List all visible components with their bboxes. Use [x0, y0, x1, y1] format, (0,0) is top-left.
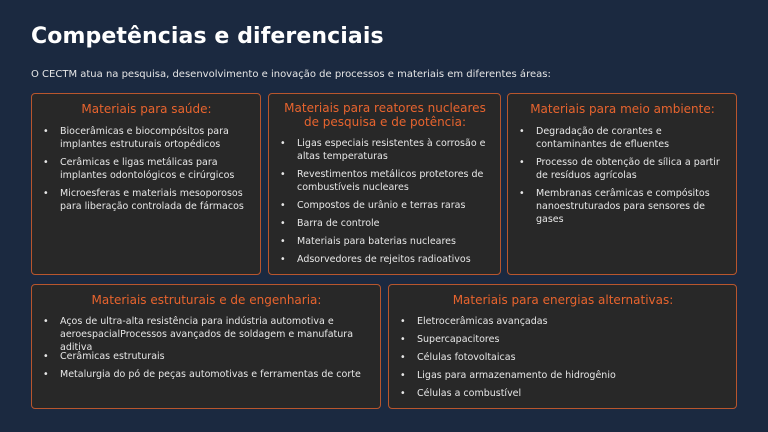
list-item: • Degradação de corantes e contaminantes de efluentes: [519, 125, 726, 151]
list-item: • Metalurgia do pó de peças automotivas e ferramentas de corte: [43, 368, 370, 381]
card-health-materials: [31, 93, 261, 275]
list-item: • Aços de ultra-alta resistência para indústria automotiva e aeroespacialProcessos avançados de soldagem e manufatura aditiva: [43, 315, 370, 354]
card-item-list: [43, 315, 370, 381]
card-title: Materiais para saúde:: [81, 102, 212, 116]
list-item: • Compostos de urânio e terras raras: [280, 199, 490, 212]
list-item: • Eletrocerâmicas avançadas: [400, 315, 726, 328]
list-item: • Cerâmicas e ligas metálicas para implantes odontológicos e cirúrgicos: [43, 156, 250, 182]
list-item: • Processo de obtenção de sílica a partir de resíduos agrícolas: [519, 156, 726, 182]
card-title: Materiais para meio ambiente:: [530, 102, 715, 116]
list-item: • Barra de controle: [280, 217, 490, 230]
card-item-list: [519, 125, 726, 226]
list-item: • Membranas cerâmicas e compósitos nanoestruturados para sensores de gases: [519, 187, 726, 226]
card-item-list: [280, 137, 490, 266]
card-nuclear-materials: [268, 93, 501, 275]
card-environment-materials: [507, 93, 737, 275]
list-item: • Adsorvedores de rejeitos radioativos: [280, 253, 490, 266]
card-title: Materiais para energias alternativas:: [452, 293, 674, 307]
card-alternative-energy-materials: [388, 284, 737, 409]
slide-intro: O CECTM atua na pesquisa, desenvolvimento e inovação de processos e materiais em diferentes áreas:: [31, 69, 551, 80]
list-item: • Biocerâmicas e biocompósitos para implantes estruturais ortopédicos: [43, 125, 250, 151]
card-item-list: [400, 315, 726, 400]
list-item: • Cerâmicas estruturais: [43, 350, 370, 363]
card-title: Materiais para reatores nucleares de pesquisa e de potência:: [284, 101, 486, 129]
card-item-list: [43, 125, 250, 213]
list-item: • Revestimentos metálicos protetores de combustíveis nucleares: [280, 168, 490, 194]
list-item: • Materiais para baterias nucleares: [280, 235, 490, 248]
list-item: • Células fotovoltaicas: [400, 351, 726, 364]
list-item: • Ligas especiais resistentes à corrosão e altas temperaturas: [280, 137, 490, 163]
card-title: Materiais estruturais e de engenharia:: [91, 293, 322, 307]
list-item: • Supercapacitores: [400, 333, 726, 346]
list-item: • Células a combustível: [400, 387, 726, 400]
list-item: • Microesferas e materiais mesoporosos para liberação controlada de fármacos: [43, 187, 250, 213]
slide-title: Competências e diferenciais: [31, 24, 384, 49]
list-item: • Ligas para armazenamento de hidrogênio: [400, 369, 726, 382]
card-structural-materials: [31, 284, 381, 409]
